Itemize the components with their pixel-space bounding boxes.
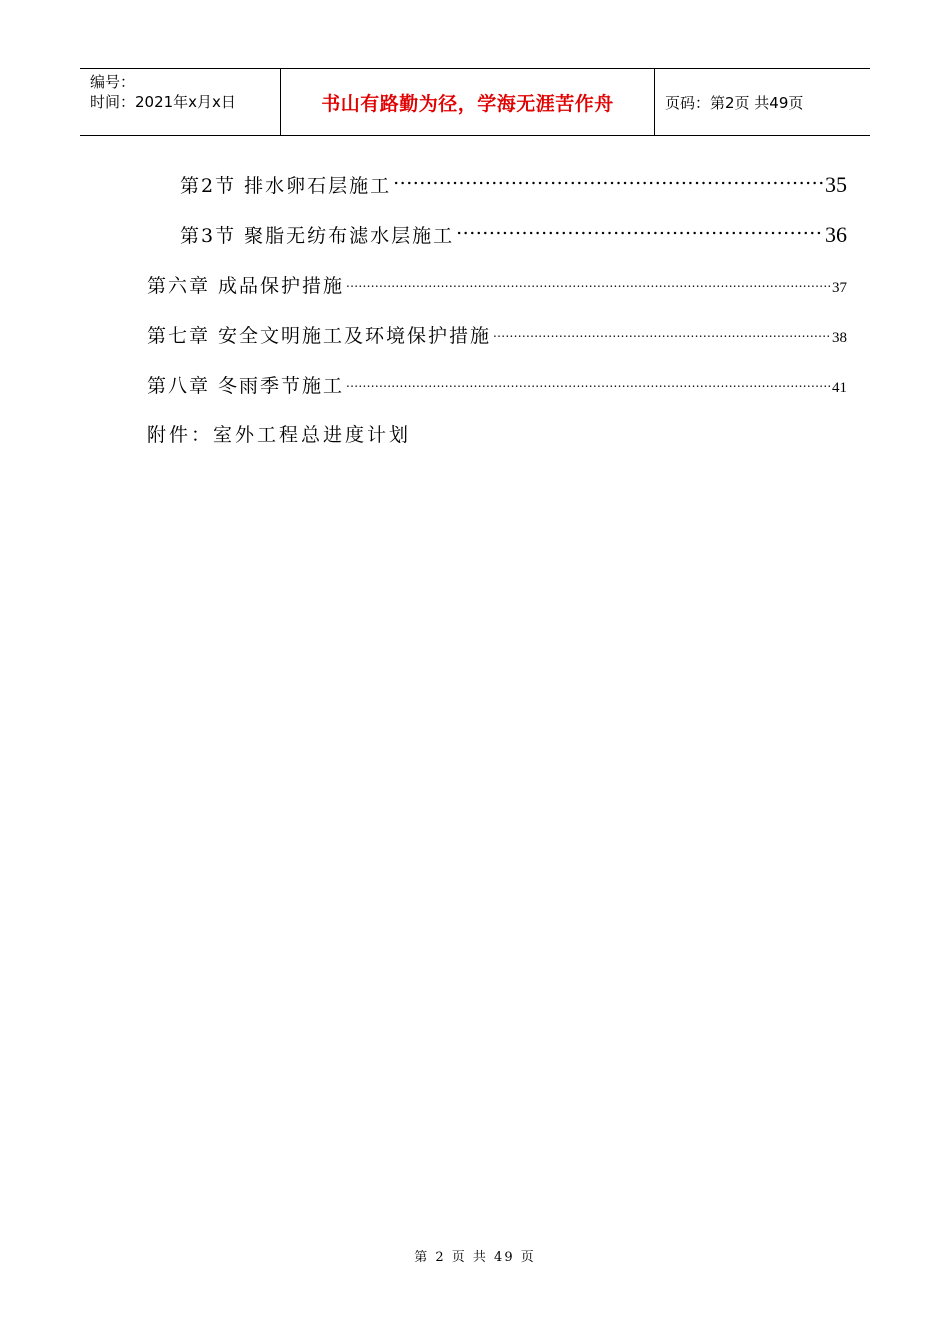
toc-leader-dots: [393, 170, 823, 192]
toc-entry-page: 37: [832, 280, 847, 296]
header-page-code: 页码：第2页 共49页: [665, 93, 804, 112]
toc-entry-label: 第八章 冬雨季节施工: [147, 375, 345, 397]
toc-entry-page: 36: [825, 222, 847, 247]
header-motto: 书山有路勤为径，学海无涯苦作舟: [281, 69, 655, 135]
toc-entry-section-3[interactable]: [180, 220, 847, 248]
toc-entry-chapter-7[interactable]: [147, 321, 847, 348]
toc-entry-page: 41: [832, 380, 847, 396]
toc-entry-section-2[interactable]: [180, 170, 847, 198]
document-date-label: 时间：2021年x月x日: [90, 93, 236, 111]
toc-leader-dots: [456, 220, 823, 242]
toc-leader-dots: [346, 276, 830, 292]
page-footer: 第 2 页 共 49 页: [414, 1250, 536, 1265]
page-header: [80, 68, 870, 136]
toc-entry-page: 35: [825, 172, 847, 197]
document-number-label: 编号：: [90, 73, 136, 91]
attachment-line: 附件：室外工程总进度计划: [147, 424, 412, 446]
toc-leader-dots: [346, 376, 830, 392]
toc-entry-chapter-6[interactable]: [147, 271, 847, 298]
header-meta-cell: [80, 69, 281, 135]
toc-entry-label: 第2节 排水卵石层施工: [180, 175, 392, 197]
toc-entry-label: 第六章 成品保护措施: [147, 275, 345, 297]
toc-entry-chapter-8[interactable]: [147, 371, 847, 398]
toc-entry-page: 38: [832, 330, 847, 346]
toc-entry-label: 第3节 聚脂无纺布滤水层施工: [180, 225, 455, 247]
toc-leader-dots: [493, 326, 830, 342]
toc-entry-label: 第七章 安全文明施工及环境保护措施: [147, 325, 492, 347]
